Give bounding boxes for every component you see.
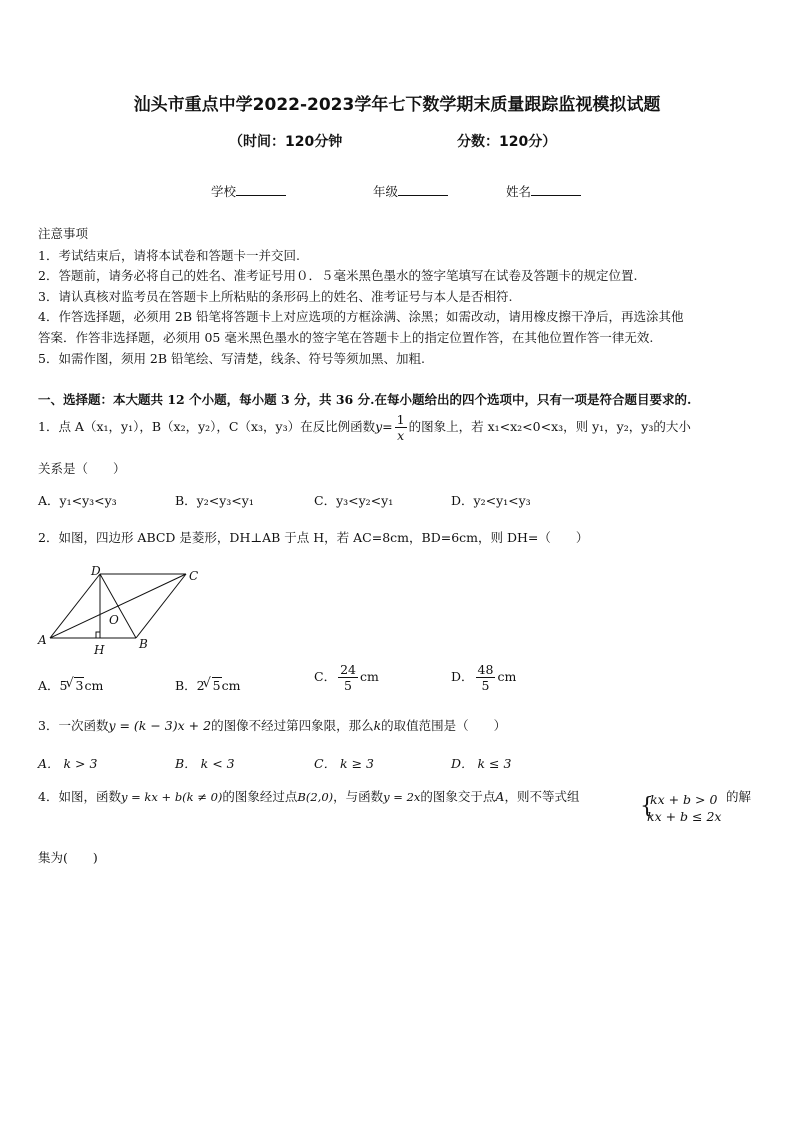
q1-denominator: x	[397, 428, 405, 443]
right-angle-mark	[96, 632, 100, 638]
grade-label: 年级	[373, 184, 399, 199]
q4-stem-e: ，则不等式组	[504, 789, 580, 804]
side-cb	[136, 574, 186, 638]
q2-option-d[interactable]	[451, 662, 516, 693]
section-1-heading: 一、选择题：本大题共 12 个小题，每小题 3 分，共 36 分.在每小题给出的四个选项中，只有一项是符合题目要求的.	[38, 392, 692, 407]
q2-c-fraction	[338, 662, 358, 693]
q4-inequality-1: kx + b > 0	[650, 792, 718, 807]
q1-option-c[interactable]: C．y₃<y₂<y₁	[314, 493, 394, 508]
q1-func: y=	[375, 419, 393, 434]
q3-stem-b: 的图像不经过第四象限，那么	[211, 718, 374, 733]
q4-func1: y = kx + b(k ≠ 0)	[120, 790, 223, 804]
q1-stem-a: 1．点 A（x₁，y₁），B（x₂，y₂），C（x₃，y₃）在反比例函数	[38, 419, 376, 434]
note-4b: 答案．作答非选择题，必须用 05 毫米黑色墨水的签字笔在答题卡上的指定位置作答，在其他位置作答一律无效.	[38, 330, 654, 345]
q4-stem-c: ，与函数	[333, 789, 384, 804]
q2-d-unit: cm	[497, 669, 517, 684]
q2-c-denominator: 5	[344, 678, 352, 693]
label-a: A	[38, 633, 47, 647]
diagonal-bd	[100, 574, 136, 638]
q2-a-radicand: 3	[75, 678, 84, 693]
q4-point-a: A	[495, 789, 505, 804]
q1-stem-c: 关系是（ ）	[38, 461, 126, 476]
side-ad	[50, 574, 100, 638]
note-1: 1．考试结束后，请将本试卷和答题卡一并交回.	[38, 248, 300, 263]
q2-a-prefix: A．5	[38, 678, 68, 693]
q1-fraction	[395, 412, 407, 443]
q4-point-b: B(2,0)	[297, 790, 334, 804]
sqrt-3	[67, 678, 84, 693]
notes-heading: 注意事项	[38, 226, 89, 241]
q1-stem-b: 的图象上，若 x₁<x₂<0<x₃，则 y₁，y₂，y₃的大小	[408, 419, 691, 434]
q2-d-numerator: 48	[477, 662, 494, 677]
q2-option-b[interactable]	[175, 676, 240, 694]
q2-c-unit: cm	[359, 669, 379, 684]
sqrt-5	[205, 678, 222, 693]
school-field	[211, 182, 286, 200]
name-field	[506, 182, 581, 200]
note-5: 5．如需作图，须用 2B 铅笔绘、写清楚，线条、符号等须加黑、加粗.	[38, 351, 426, 366]
note-4a: 4．作答选择题，必须用 2B 铅笔将答题卡上对应选项的方框涂满、涂黑；如需改动，请用橡皮擦干净后，再选涂其他	[38, 309, 684, 324]
q2-stem: 2．如图，四边形 ABCD 是菱形，DH⊥AB 于点 H，若 AC=8cm，BD=6cm，则 DH=（ ）	[38, 530, 589, 545]
q2-d-denominator: 5	[481, 678, 490, 693]
q2-c-prefix: C．	[314, 669, 337, 684]
name-label: 姓名	[506, 184, 532, 199]
q3-option-d[interactable]: D． k ≤ 3	[451, 756, 512, 771]
label-c: C	[189, 569, 199, 583]
q1-option-b[interactable]: B．y₂<y₃<y₁	[175, 493, 254, 508]
q3-stem-a: 3．一次函数	[38, 718, 109, 733]
label-o: O	[109, 613, 119, 627]
label-h: H	[94, 643, 105, 657]
q3-option-a[interactable]: A． k > 3	[38, 756, 98, 771]
q2-b-radicand: 5	[212, 678, 221, 693]
q2-b-unit: cm	[221, 678, 241, 693]
q3-k: k	[373, 718, 382, 733]
q4-stem-g: 集为( )	[38, 850, 98, 865]
q3-option-b[interactable]: B． k < 3	[175, 756, 235, 771]
name-blank[interactable]	[531, 183, 581, 196]
q2-option-c[interactable]	[314, 662, 379, 693]
system-brace: {	[640, 794, 654, 819]
q2-a-unit: cm	[84, 678, 104, 693]
q2-d-prefix: D．	[451, 669, 474, 684]
note-2: 2．答题前，请务必将自己的姓名、准考证号用０．５毫米黑色墨水的签字笔填写在试卷及答题卡的规定位置.	[38, 268, 638, 283]
q1-option-a[interactable]: A．y₁<y₃<y₃	[38, 493, 117, 508]
q1-numerator: 1	[396, 412, 405, 427]
q2-option-a[interactable]	[38, 676, 103, 694]
q3-func: y = (k − 3)x + 2	[108, 718, 212, 733]
q2-d-fraction	[476, 662, 496, 693]
rhombus-figure	[36, 562, 211, 658]
school-blank[interactable]	[236, 183, 286, 196]
q1-option-d[interactable]: D．y₂<y₁<y₃	[451, 493, 531, 508]
q4-inequality-2: kx + b ≤ 2x	[647, 809, 722, 824]
q2-b-prefix: B．2	[175, 678, 205, 693]
q4-stem-d: 的图象交于点	[420, 789, 496, 804]
exam-title: 汕头市重点中学2022-2023学年七下数学期末质量跟踪监视模拟试题	[133, 95, 661, 115]
grade-field	[373, 182, 448, 200]
school-label: 学校	[211, 184, 237, 199]
q4-stem-f: 的解	[726, 789, 752, 804]
q4-stem-a: 4．如图，函数	[38, 789, 121, 804]
q3-stem-c: 的取值范围是（ ）	[381, 718, 507, 733]
q3-option-c[interactable]: C． k ≥ 3	[314, 756, 374, 771]
label-b: B	[139, 637, 148, 651]
q2-c-numerator: 24	[340, 662, 356, 677]
grade-blank[interactable]	[398, 183, 448, 196]
q4-func2: y = 2x	[383, 790, 421, 804]
label-d: D	[91, 564, 101, 578]
q1-stem	[38, 412, 691, 443]
exam-time: （时间：120分钟	[229, 134, 343, 150]
q3-stem	[38, 716, 506, 734]
note-3: 3．请认真核对监考员在答题卡上所粘贴的条形码上的姓名、准考证号与本人是否相符.	[38, 289, 513, 304]
exam-score: 分数：120分）	[457, 134, 557, 150]
q4-stem-b: 的图象经过点	[222, 789, 298, 804]
q4-stem	[38, 787, 579, 805]
